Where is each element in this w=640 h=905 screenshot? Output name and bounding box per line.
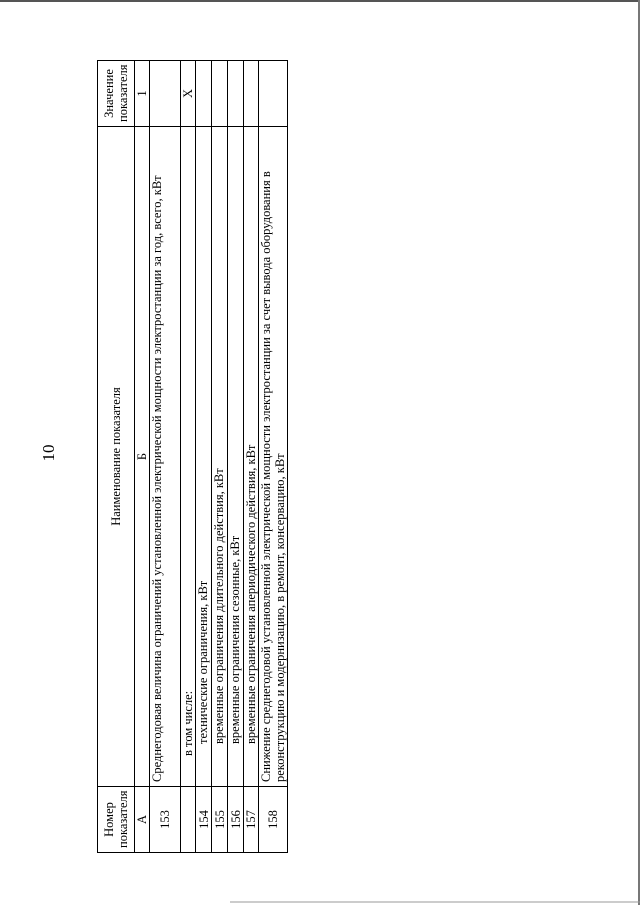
- row-name: временные ограничения длительного действия, кВт: [212, 127, 228, 787]
- row-value: [259, 61, 288, 127]
- table-row: [244, 61, 259, 853]
- table-row: [212, 61, 228, 853]
- row-number: 158: [259, 787, 288, 853]
- row-value: [196, 61, 212, 127]
- row-name: Среднегодовая величина ограничений установленной электрической мощности электростанции за год, всего, кВт: [150, 127, 181, 787]
- table-row: [150, 61, 181, 853]
- header-value: Значение показателя: [98, 61, 135, 127]
- row-name: Снижение среднегодовой установленной электрической мощности электростанции за счет вывода оборудования в реконструкцию и модернизацию, в ремонт, консервацию, кВт: [259, 127, 288, 787]
- row-value: [228, 61, 244, 127]
- table-header-row: [98, 61, 135, 853]
- header-number: Номер показателя: [98, 787, 135, 853]
- row-number: 157: [244, 787, 259, 853]
- row-number: 154: [196, 787, 212, 853]
- row-value: [212, 61, 228, 127]
- row-name: в том числе:: [181, 127, 196, 787]
- page-edge-top: [0, 0, 640, 2]
- row-number: 156: [228, 787, 244, 853]
- row-number: 155: [212, 787, 228, 853]
- row-name: временные ограничения апериодического действия, кВт: [244, 127, 259, 787]
- row-value: [244, 61, 259, 127]
- row-name: технические ограничения, кВт: [196, 127, 212, 787]
- letter-number: А: [135, 787, 150, 853]
- row-value: Х: [181, 61, 196, 127]
- page-edge-bottom: [230, 901, 640, 903]
- rotated-table-container: [97, 61, 287, 853]
- table-row: [259, 61, 288, 853]
- page-number: 10: [39, 444, 58, 462]
- indicators-table: [97, 60, 288, 853]
- letter-name: Б: [135, 127, 150, 787]
- table-row: [181, 61, 196, 853]
- table-letter-row: [135, 61, 150, 853]
- table-row: [196, 61, 212, 853]
- row-number: [181, 787, 196, 853]
- row-name: временные ограничения сезонные, кВт: [228, 127, 244, 787]
- row-number: 153: [150, 787, 181, 853]
- table-row: [228, 61, 244, 853]
- letter-value: 1: [135, 61, 150, 127]
- row-value: [150, 61, 181, 127]
- header-name: Наименование показателя: [98, 127, 135, 787]
